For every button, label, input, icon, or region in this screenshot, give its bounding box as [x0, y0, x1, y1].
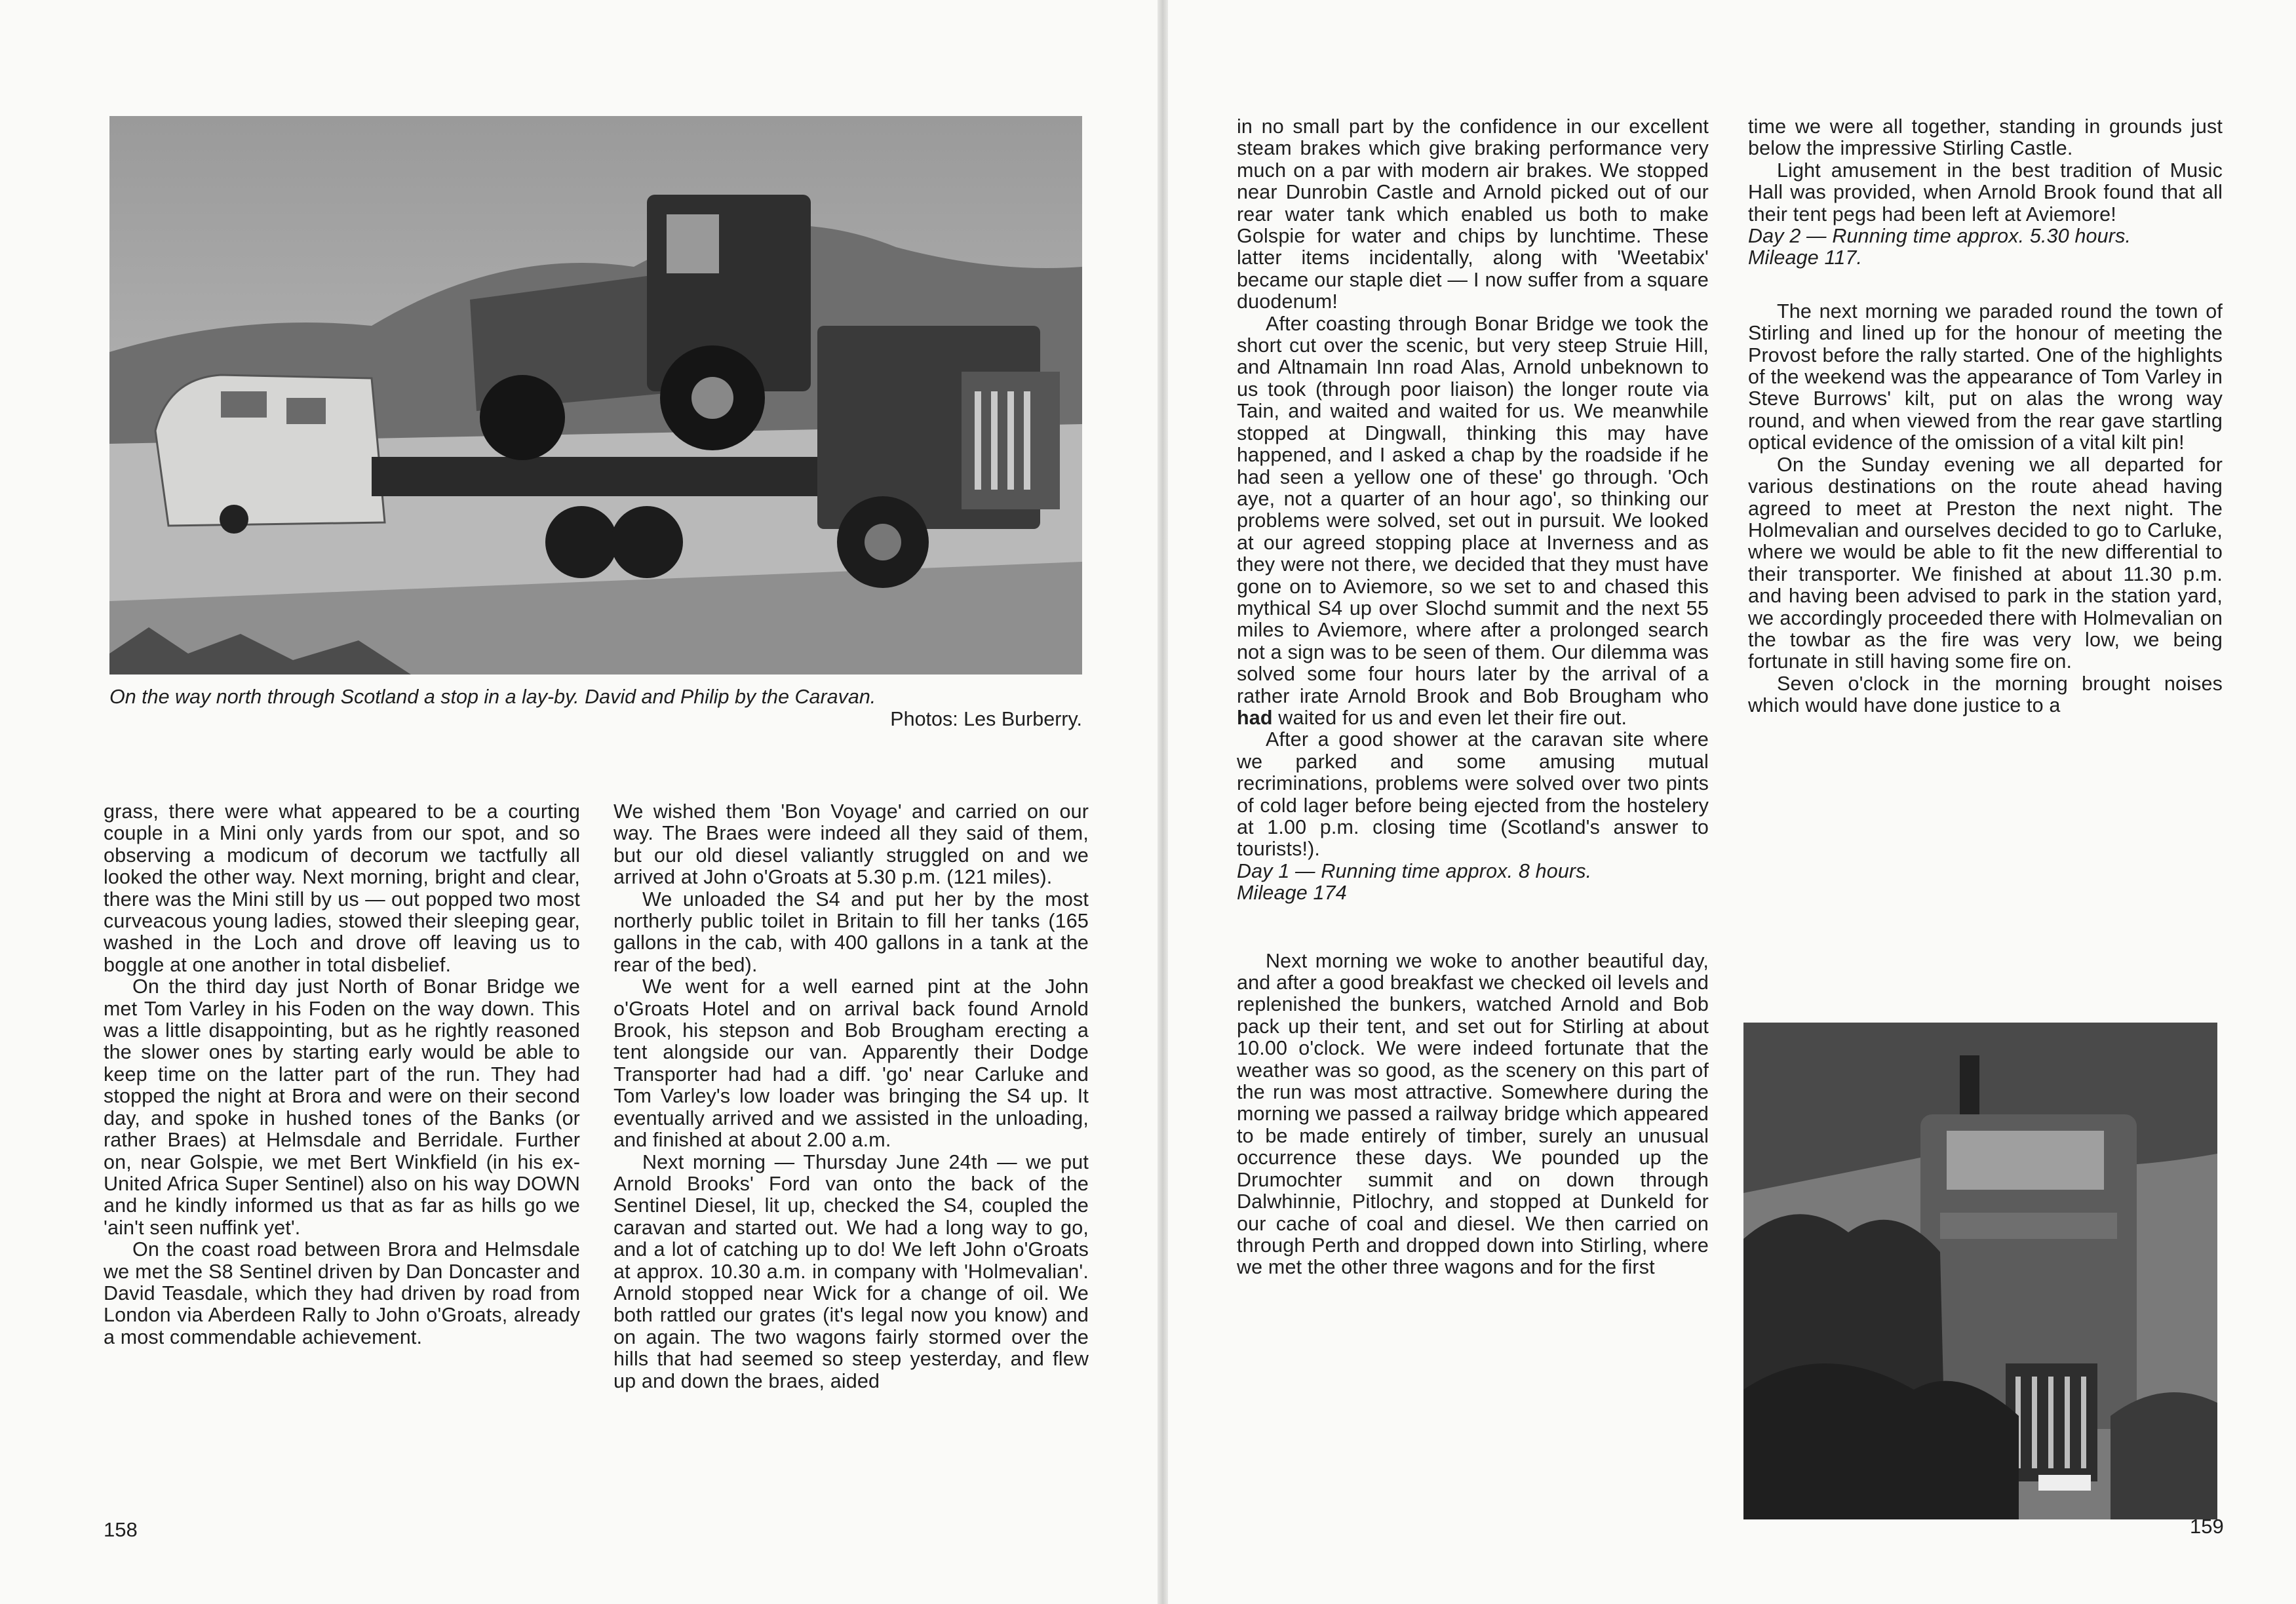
paragraph: in no small part by the confidence in our excellent steam brakes which give braking performance very much on a par with modern air brakes. We stopped near Dunrobin Castle and Arnold picked out of our rear water tank which enabled us both to make Golspie for water and chips by lunchtime. These latter items incidentally, along with 'Weetabix' became our staple diet — I now suffer from a square duodenum! [1237, 115, 1709, 313]
page-number: 158 [104, 1518, 138, 1541]
paragraph: Next morning — Thursday June 24th — we put Arnold Brooks' Ford van onto the back of the Sentinel Diesel, lit up, checked the S4, coupled the caravan and started out. We had a long way to go, and a lot of catching up to do! We left John o'Groats at approx. 10.30 a.m. in company with 'Holmevalian'. Arnold stopped near Wick for a change of oil. We both rattled our grates (it's legal now you know) and on again. The two wagons fairly stormed over the hills that had seemed so steep yesterday, and flew up and down the braes, aided [613, 1150, 1089, 1392]
paragraph: We wished them 'Bon Voyage' and carried on our way. The Braes were indeed all they said of them, but our old diesel valiantly struggled on and we arrived at John o'Groats at 5.30 p.m. (121 miles). [613, 800, 1089, 889]
photo-sentinel-lorry [1743, 1023, 2217, 1519]
paragraph: Next morning we woke to another beautiful day, and after a good breakfast we checked oil levels and replenished the bunkers, watched Arnold and Bob pack up their tent, and set out for Stirling at about 10.00 o'clock. We were indeed fortunate that the weather was so good, as the scenery on this part of the run was most attractive. Somewhere during the morning we passed a railway bridge which appeared to be made entirely of timber, surely an unusual occurrence these days. We pounded up the Drumochter summit and on down through Dalwhinnie, Pitlochry, and stopped at Dunkeld for our cache of coal and diesel. We then carried on through Perth and dropped down into Stirling, where we met the other three wagons and for the first [1237, 949, 1709, 1279]
paragraph: We went for a well earned pint at the John o'Groats Hotel and on arrival back found Arnold Brook, his stepson and Bob Brougham erecting a tent alongside our van. Apparently their Dodge Transporter had had a diff. 'go' near Carluke and Tom Varley's low loader was bringing the S4 up. It eventually arrived and we assisted in the unloading, and finished at about 2.00 a.m. [613, 975, 1089, 1152]
paragraph: grass, there were what appeared to be a courting couple in a Mini only yards from our spot, and so observing a modicum of decorum we tactfully all looked the other way. Next morning, bright and clear, there was the Mini still by us — out popped two most curveacous young ladies, stowed their sleeping gear, washed in the Loch and drove off leaving us to boggle at one another in total disbelief. [104, 800, 580, 976]
photo-steam-lorry-transporter [109, 116, 1082, 675]
paragraph: Seven o'clock in the morning brought noises which would have done justice to a [1748, 672, 2223, 717]
spacer [1748, 269, 2223, 301]
day-summary: Day 1 — Running time approx. 8 hours. [1237, 859, 1592, 882]
day-summary: Day 2 — Running time approx. 5.30 hours. [1748, 225, 2131, 248]
right-column-2 [1748, 116, 2223, 717]
day-mileage: Mileage 174 [1237, 882, 1347, 905]
left-column-1 [104, 801, 580, 1348]
photo-credit: Photos: Les Burberry. [890, 708, 1082, 730]
spacer [1237, 905, 1709, 950]
book-gutter [1158, 0, 1168, 1604]
paragraph: Light amusement in the best tradition of Music Hall was provided, when Arnold Brook found that all their tent pegs had been left at Aviemore! [1748, 159, 2223, 225]
right-page [1168, 0, 2296, 1604]
bold-word: had [1237, 706, 1273, 729]
paragraph: On the Sunday evening we all departed for various destinations on the route ahead having agreed to meet at Preston the next night. The Holmevalian and ourselves decided to go to Carluke, where we would be able to fit the new differential to their transporter. We finished at about 11.30 p.m. and having been advised to park in the station yard, we accordingly proceeded there with Holmevalian on the towbar as the fire was very low, we being fortunate in still having some fire on. [1748, 453, 2223, 673]
paragraph: The next morning we paraded round the town of Stirling and lined up for the honour of meeting the Provost before the rally started. One of the highlights of the weekend was the appearance of Tom Varley in Steve Burrows' kilt, put on alas the wrong way round, and when viewed from the rear gave startling optical evidence of the omission of a vital kilt pin! [1748, 300, 2223, 454]
paragraph [1237, 313, 1709, 730]
paragraph: We unloaded the S4 and put her by the most northerly public toilet in Britain to fill her tanks (165 gallons in the cab, with 400 gallons in a tank at the rear of the bed). [613, 888, 1089, 976]
right-column-1 [1237, 116, 1709, 1279]
paragraph-text: After coasting through Bonar Bridge we took the short cut over the scenic, but very steep Struie Hill, and Altnamain Inn road Alas, Arnold unbeknown to us took (through poor liaison) the longer route via Tain, and waited and waited for us. We meanwhile stopped at Dingwall, thinking this may have happened, and I asked a chap by the roadside if he had seen a yellow one of these' go through. 'Och aye, not a quarter of an hour ago', so thinking our problems were solved, set out in pursuit. We looked at our agreed stopping place at Inverness and as they were not there, we decided that they must have gone on to Aviemore, so we set to and chased this mythical S4 up over Slochd summit and the next 55 miles to Aviemore, where after a prolonged search not a sign was to be seen of them. Our dilemma was solved some four hours later by the arrival of a rather irate Arnold Brook and Bob Brougham who [1237, 312, 1709, 707]
transporter-photo-icon [109, 116, 1082, 675]
page-number: 159 [2190, 1515, 2224, 1538]
sentinel-photo-icon [1743, 1023, 2217, 1519]
paragraph: After a good shower at the caravan site where we parked and some amusing mutual recriminations, problems were solved over two pints of cold lager before being ejected from the hostelery at 1.00 p.m. closing time (Scotland's answer to tourists!). [1237, 728, 1709, 861]
day-mileage: Mileage 117. [1748, 246, 1863, 269]
paragraph-text: waited for us and even let their fire out. [1272, 706, 1627, 729]
photo-caption [109, 686, 1082, 730]
caption-text: On the way north through Scotland a stop in a lay-by. David and Philip by the Caravan. [109, 686, 876, 708]
left-column-2 [613, 801, 1089, 1392]
paragraph: On the coast road between Brora and Helmsdale we met the S8 Sentinel driven by Dan Doncaster and David Teasdale, which they had driven by road from London via Aberdeen Rally to John o'Groats, already a most commendable achievement. [104, 1238, 580, 1348]
paragraph: time we were all together, standing in grounds just below the impressive Stirling Castle. [1748, 115, 2223, 160]
paragraph: On the third day just North of Bonar Bridge we met Tom Varley in his Foden on the way down. This was a little disappointing, but as he rightly reasoned the slower ones by starting early would be able to keep time on the latter part of the run. They had stopped the night at Brora and were on their second day, and spoke in hushed tones of the Banks (or rather Braes) at Helmsdale and Berridale. Further on, near Golspie, we met Bert Winkfield (in his ex-United Africa Super Sentinel) also on his way DOWN and he kindly informed us that as far as hills go we 'ain't seen nuffink yet'. [104, 975, 580, 1239]
